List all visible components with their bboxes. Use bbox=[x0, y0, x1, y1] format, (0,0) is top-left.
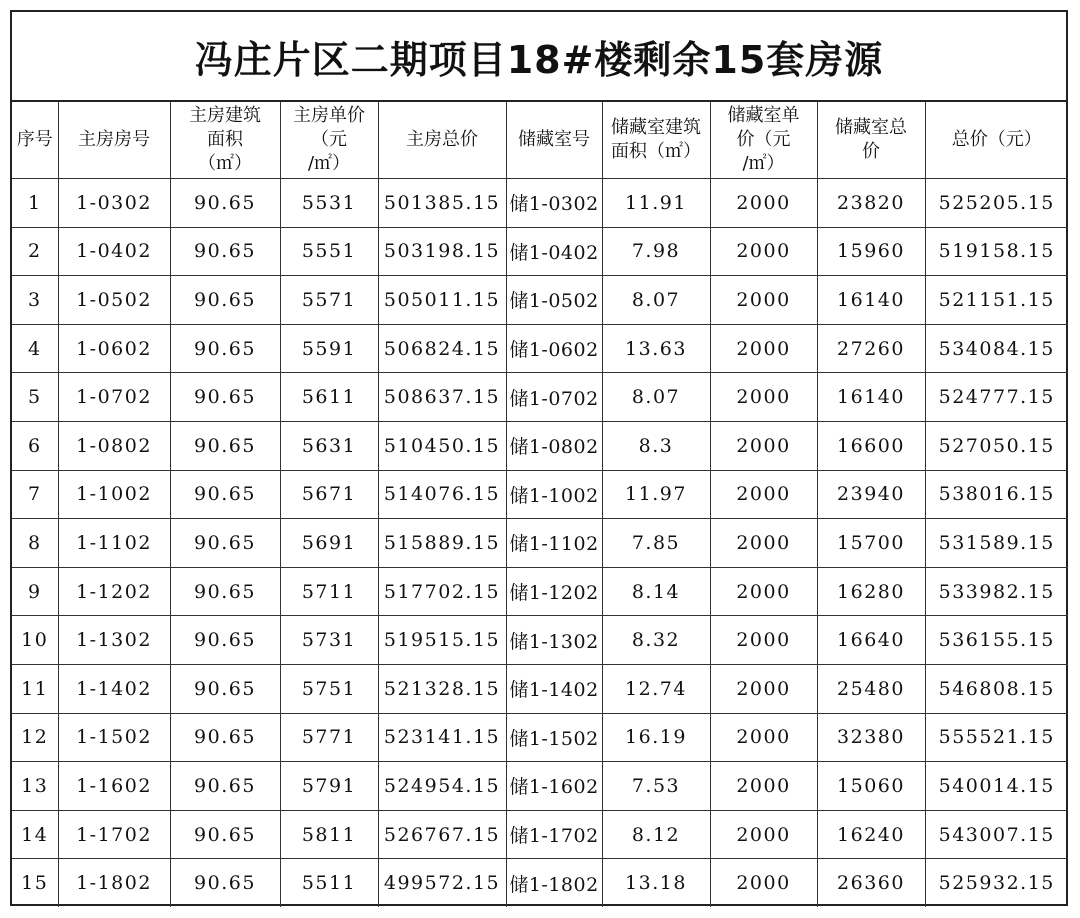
main-unit-cell: 1-1202 bbox=[58, 567, 170, 616]
storage-id-cell: 储1-1502 bbox=[506, 713, 602, 762]
main-area-cell: 90.65 bbox=[170, 373, 280, 422]
main-area-cell: 90.65 bbox=[170, 664, 280, 713]
table-row bbox=[12, 276, 1068, 325]
storage-id-cell: 储1-1402 bbox=[506, 664, 602, 713]
table-body bbox=[12, 179, 1068, 907]
main-unit-price-cell: 5631 bbox=[280, 421, 378, 470]
grand-total-cell: 538016.15 bbox=[925, 470, 1068, 519]
storage-area-cell: 8.32 bbox=[602, 616, 710, 665]
storage-area-cell: 8.12 bbox=[602, 810, 710, 859]
table-row bbox=[12, 324, 1068, 373]
main-unit-cell: 1-1702 bbox=[58, 810, 170, 859]
table-row bbox=[12, 373, 1068, 422]
main-unit-price-cell: 5531 bbox=[280, 179, 378, 228]
storage-id-cell: 储1-1702 bbox=[506, 810, 602, 859]
storage-id-cell: 储1-0702 bbox=[506, 373, 602, 422]
main-area-cell: 90.65 bbox=[170, 616, 280, 665]
storage-total-cell: 16140 bbox=[817, 276, 925, 325]
listing-table bbox=[12, 102, 1068, 907]
index-cell: 7 bbox=[12, 470, 58, 519]
grand-total-cell: 527050.15 bbox=[925, 421, 1068, 470]
title-row bbox=[12, 12, 1066, 102]
main-unit-cell: 1-0402 bbox=[58, 227, 170, 276]
storage-unit-price-cell: 2000 bbox=[710, 421, 817, 470]
main-area-cell: 90.65 bbox=[170, 713, 280, 762]
grand-total-cell: 525932.15 bbox=[925, 859, 1068, 907]
storage-total-cell: 23940 bbox=[817, 470, 925, 519]
grand-total-cell: 531589.15 bbox=[925, 519, 1068, 568]
storage-area-cell: 13.18 bbox=[602, 859, 710, 907]
main-area-cell: 90.65 bbox=[170, 859, 280, 907]
col-header-index: 序号 bbox=[12, 102, 58, 179]
main-unit-price-cell: 5791 bbox=[280, 762, 378, 811]
main-unit-cell: 1-0502 bbox=[58, 276, 170, 325]
storage-total-cell: 25480 bbox=[817, 664, 925, 713]
grand-total-cell: 519158.15 bbox=[925, 227, 1068, 276]
main-unit-cell: 1-1402 bbox=[58, 664, 170, 713]
index-cell: 1 bbox=[12, 179, 58, 228]
col-header-main-unit-price: 主房单价 （元 /㎡） bbox=[280, 102, 378, 179]
storage-unit-price-cell: 2000 bbox=[710, 519, 817, 568]
storage-area-cell: 8.14 bbox=[602, 567, 710, 616]
storage-total-cell: 26360 bbox=[817, 859, 925, 907]
main-total-cell: 506824.15 bbox=[378, 324, 506, 373]
grand-total-cell: 524777.15 bbox=[925, 373, 1068, 422]
storage-area-cell: 7.53 bbox=[602, 762, 710, 811]
main-area-cell: 90.65 bbox=[170, 567, 280, 616]
table-row bbox=[12, 810, 1068, 859]
storage-total-cell: 32380 bbox=[817, 713, 925, 762]
header-row bbox=[12, 102, 1068, 179]
storage-area-cell: 13.63 bbox=[602, 324, 710, 373]
index-cell: 12 bbox=[12, 713, 58, 762]
storage-total-cell: 27260 bbox=[817, 324, 925, 373]
grand-total-cell: 534084.15 bbox=[925, 324, 1068, 373]
storage-id-cell: 储1-0502 bbox=[506, 276, 602, 325]
index-cell: 9 bbox=[12, 567, 58, 616]
main-total-cell: 521328.15 bbox=[378, 664, 506, 713]
storage-id-cell: 储1-0802 bbox=[506, 421, 602, 470]
storage-unit-price-cell: 2000 bbox=[710, 276, 817, 325]
main-area-cell: 90.65 bbox=[170, 519, 280, 568]
table-row bbox=[12, 859, 1068, 907]
main-unit-price-cell: 5671 bbox=[280, 470, 378, 519]
housing-listing-sheet bbox=[10, 10, 1068, 906]
storage-area-cell: 12.74 bbox=[602, 664, 710, 713]
storage-id-cell: 储1-1802 bbox=[506, 859, 602, 907]
table-row bbox=[12, 762, 1068, 811]
index-cell: 8 bbox=[12, 519, 58, 568]
grand-total-cell: 525205.15 bbox=[925, 179, 1068, 228]
main-unit-price-cell: 5751 bbox=[280, 664, 378, 713]
main-area-cell: 90.65 bbox=[170, 276, 280, 325]
main-total-cell: 517702.15 bbox=[378, 567, 506, 616]
col-header-main-unit: 主房房号 bbox=[58, 102, 170, 179]
storage-total-cell: 16140 bbox=[817, 373, 925, 422]
main-total-cell: 524954.15 bbox=[378, 762, 506, 811]
col-header-storage-unit-price: 储藏室单 价（元 /㎡） bbox=[710, 102, 817, 179]
table-row bbox=[12, 713, 1068, 762]
storage-total-cell: 23820 bbox=[817, 179, 925, 228]
storage-total-cell: 15060 bbox=[817, 762, 925, 811]
main-unit-cell: 1-1002 bbox=[58, 470, 170, 519]
storage-unit-price-cell: 2000 bbox=[710, 713, 817, 762]
main-unit-price-cell: 5571 bbox=[280, 276, 378, 325]
storage-id-cell: 储1-1602 bbox=[506, 762, 602, 811]
main-area-cell: 90.65 bbox=[170, 324, 280, 373]
index-cell: 6 bbox=[12, 421, 58, 470]
main-area-cell: 90.65 bbox=[170, 179, 280, 228]
main-unit-cell: 1-0602 bbox=[58, 324, 170, 373]
index-cell: 2 bbox=[12, 227, 58, 276]
index-cell: 3 bbox=[12, 276, 58, 325]
index-cell: 4 bbox=[12, 324, 58, 373]
main-total-cell: 501385.15 bbox=[378, 179, 506, 228]
main-unit-price-cell: 5591 bbox=[280, 324, 378, 373]
storage-area-cell: 16.19 bbox=[602, 713, 710, 762]
main-total-cell: 510450.15 bbox=[378, 421, 506, 470]
main-unit-price-cell: 5511 bbox=[280, 859, 378, 907]
main-area-cell: 90.65 bbox=[170, 762, 280, 811]
storage-id-cell: 储1-1102 bbox=[506, 519, 602, 568]
col-header-main-total: 主房总价 bbox=[378, 102, 506, 179]
main-total-cell: 523141.15 bbox=[378, 713, 506, 762]
storage-id-cell: 储1-0302 bbox=[506, 179, 602, 228]
storage-unit-price-cell: 2000 bbox=[710, 373, 817, 422]
grand-total-cell: 536155.15 bbox=[925, 616, 1068, 665]
main-total-cell: 515889.15 bbox=[378, 519, 506, 568]
table-row bbox=[12, 616, 1068, 665]
index-cell: 11 bbox=[12, 664, 58, 713]
table-row bbox=[12, 421, 1068, 470]
main-unit-cell: 1-1302 bbox=[58, 616, 170, 665]
table-row bbox=[12, 567, 1068, 616]
table-row bbox=[12, 227, 1068, 276]
grand-total-cell: 521151.15 bbox=[925, 276, 1068, 325]
col-header-grand-total: 总价（元） bbox=[925, 102, 1068, 179]
main-unit-price-cell: 5771 bbox=[280, 713, 378, 762]
storage-id-cell: 储1-1002 bbox=[506, 470, 602, 519]
index-cell: 10 bbox=[12, 616, 58, 665]
main-unit-cell: 1-1602 bbox=[58, 762, 170, 811]
table-row bbox=[12, 519, 1068, 568]
main-unit-price-cell: 5731 bbox=[280, 616, 378, 665]
storage-unit-price-cell: 2000 bbox=[710, 179, 817, 228]
main-unit-cell: 1-1802 bbox=[58, 859, 170, 907]
main-unit-price-cell: 5611 bbox=[280, 373, 378, 422]
storage-area-cell: 8.3 bbox=[602, 421, 710, 470]
storage-unit-price-cell: 2000 bbox=[710, 664, 817, 713]
main-total-cell: 505011.15 bbox=[378, 276, 506, 325]
storage-total-cell: 16600 bbox=[817, 421, 925, 470]
main-area-cell: 90.65 bbox=[170, 227, 280, 276]
storage-total-cell: 16240 bbox=[817, 810, 925, 859]
table-row bbox=[12, 470, 1068, 519]
grand-total-cell: 533982.15 bbox=[925, 567, 1068, 616]
storage-unit-price-cell: 2000 bbox=[710, 470, 817, 519]
main-total-cell: 508637.15 bbox=[378, 373, 506, 422]
storage-id-cell: 储1-0602 bbox=[506, 324, 602, 373]
main-area-cell: 90.65 bbox=[170, 810, 280, 859]
storage-id-cell: 储1-0402 bbox=[506, 227, 602, 276]
main-area-cell: 90.65 bbox=[170, 470, 280, 519]
table-row bbox=[12, 664, 1068, 713]
storage-area-cell: 8.07 bbox=[602, 276, 710, 325]
grand-total-cell: 555521.15 bbox=[925, 713, 1068, 762]
storage-area-cell: 7.85 bbox=[602, 519, 710, 568]
main-unit-cell: 1-1102 bbox=[58, 519, 170, 568]
storage-total-cell: 15700 bbox=[817, 519, 925, 568]
storage-id-cell: 储1-1202 bbox=[506, 567, 602, 616]
main-unit-cell: 1-0302 bbox=[58, 179, 170, 228]
main-total-cell: 499572.15 bbox=[378, 859, 506, 907]
main-unit-price-cell: 5711 bbox=[280, 567, 378, 616]
index-cell: 13 bbox=[12, 762, 58, 811]
storage-id-cell: 储1-1302 bbox=[506, 616, 602, 665]
storage-unit-price-cell: 2000 bbox=[710, 810, 817, 859]
storage-area-cell: 8.07 bbox=[602, 373, 710, 422]
main-unit-cell: 1-0802 bbox=[58, 421, 170, 470]
main-total-cell: 526767.15 bbox=[378, 810, 506, 859]
main-area-cell: 90.65 bbox=[170, 421, 280, 470]
grand-total-cell: 543007.15 bbox=[925, 810, 1068, 859]
storage-area-cell: 11.91 bbox=[602, 179, 710, 228]
storage-total-cell: 16280 bbox=[817, 567, 925, 616]
index-cell: 14 bbox=[12, 810, 58, 859]
index-cell: 15 bbox=[12, 859, 58, 907]
main-unit-cell: 1-1502 bbox=[58, 713, 170, 762]
page-title: 冯庄片区二期项目18#楼剩余15套房源 bbox=[194, 37, 884, 82]
storage-area-cell: 11.97 bbox=[602, 470, 710, 519]
main-total-cell: 503198.15 bbox=[378, 227, 506, 276]
grand-total-cell: 546808.15 bbox=[925, 664, 1068, 713]
main-total-cell: 519515.15 bbox=[378, 616, 506, 665]
main-unit-price-cell: 5811 bbox=[280, 810, 378, 859]
main-unit-price-cell: 5551 bbox=[280, 227, 378, 276]
main-unit-cell: 1-0702 bbox=[58, 373, 170, 422]
storage-unit-price-cell: 2000 bbox=[710, 616, 817, 665]
main-unit-price-cell: 5691 bbox=[280, 519, 378, 568]
main-total-cell: 514076.15 bbox=[378, 470, 506, 519]
storage-unit-price-cell: 2000 bbox=[710, 227, 817, 276]
storage-total-cell: 15960 bbox=[817, 227, 925, 276]
grand-total-cell: 540014.15 bbox=[925, 762, 1068, 811]
storage-total-cell: 16640 bbox=[817, 616, 925, 665]
col-header-main-area: 主房建筑 面积 （㎡） bbox=[170, 102, 280, 179]
col-header-storage-id: 储藏室号 bbox=[506, 102, 602, 179]
col-header-storage-area: 储藏室建筑 面积（㎡） bbox=[602, 102, 710, 179]
storage-unit-price-cell: 2000 bbox=[710, 859, 817, 907]
storage-area-cell: 7.98 bbox=[602, 227, 710, 276]
storage-unit-price-cell: 2000 bbox=[710, 567, 817, 616]
col-header-storage-total: 储藏室总 价 bbox=[817, 102, 925, 179]
storage-unit-price-cell: 2000 bbox=[710, 324, 817, 373]
index-cell: 5 bbox=[12, 373, 58, 422]
storage-unit-price-cell: 2000 bbox=[710, 762, 817, 811]
table-row bbox=[12, 179, 1068, 228]
